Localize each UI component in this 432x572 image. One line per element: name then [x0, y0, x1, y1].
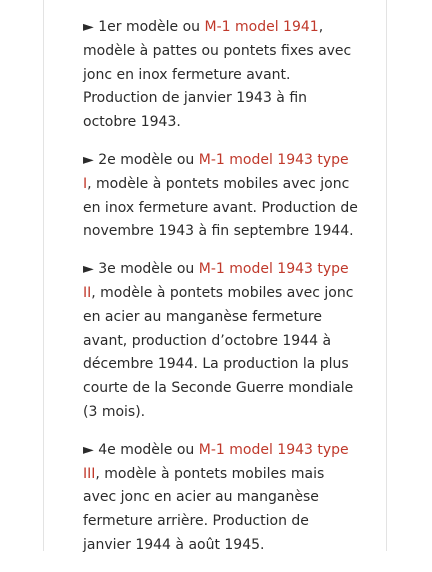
item-text: , modèle à pontets mobiles avec jonc en acier au manganèse fermeture avant, production d’octobre 1944 à décembre 1944. La production la plus courte de la Seconde Guerre mondiale (3 mois).	[83, 284, 354, 420]
item-text: , modèle à pontets mobiles avec jonc en inox fermeture avant. Production de novembre 1943 à fin septembre 1944.	[83, 175, 358, 240]
item-prefix: 1er modèle ou	[93, 19, 205, 35]
bullet-arrow-icon: ►	[83, 151, 94, 168]
list-item	[83, 16, 361, 135]
item-text: , modèle à pontets mobiles mais avec jonc en acier au manganèse fermeture arrière. Production de janvier 1944 à août 1945.	[83, 465, 325, 553]
list-item	[83, 258, 361, 425]
model-link-1943-type-ii[interactable]: M-1 model 1943 type II	[83, 261, 349, 301]
model-link-1943-type-i[interactable]: M-1 model 1943 type I	[83, 151, 349, 192]
bullet-arrow-icon: ►	[83, 261, 94, 278]
article-page	[43, 0, 387, 551]
item-prefix: 2e modèle ou	[93, 151, 199, 168]
article-content	[83, 16, 361, 572]
model-link-1941[interactable]: M-1 model 1941	[204, 19, 319, 35]
item-text: , modèle à pattes ou pontets fixes avec jonc en inox fermeture avant. Production de janvier 1943 à fin octobre 1943.	[83, 19, 352, 131]
bullet-arrow-icon: ►	[83, 19, 94, 35]
bullet-arrow-icon: ►	[83, 441, 94, 458]
model-link-1943-type-iii[interactable]: M-1 model 1943 type III	[83, 441, 349, 482]
item-prefix: 3e modèle ou	[93, 261, 199, 278]
item-prefix: 4e modèle ou	[93, 441, 199, 458]
list-item	[83, 439, 361, 558]
list-item	[83, 149, 361, 244]
